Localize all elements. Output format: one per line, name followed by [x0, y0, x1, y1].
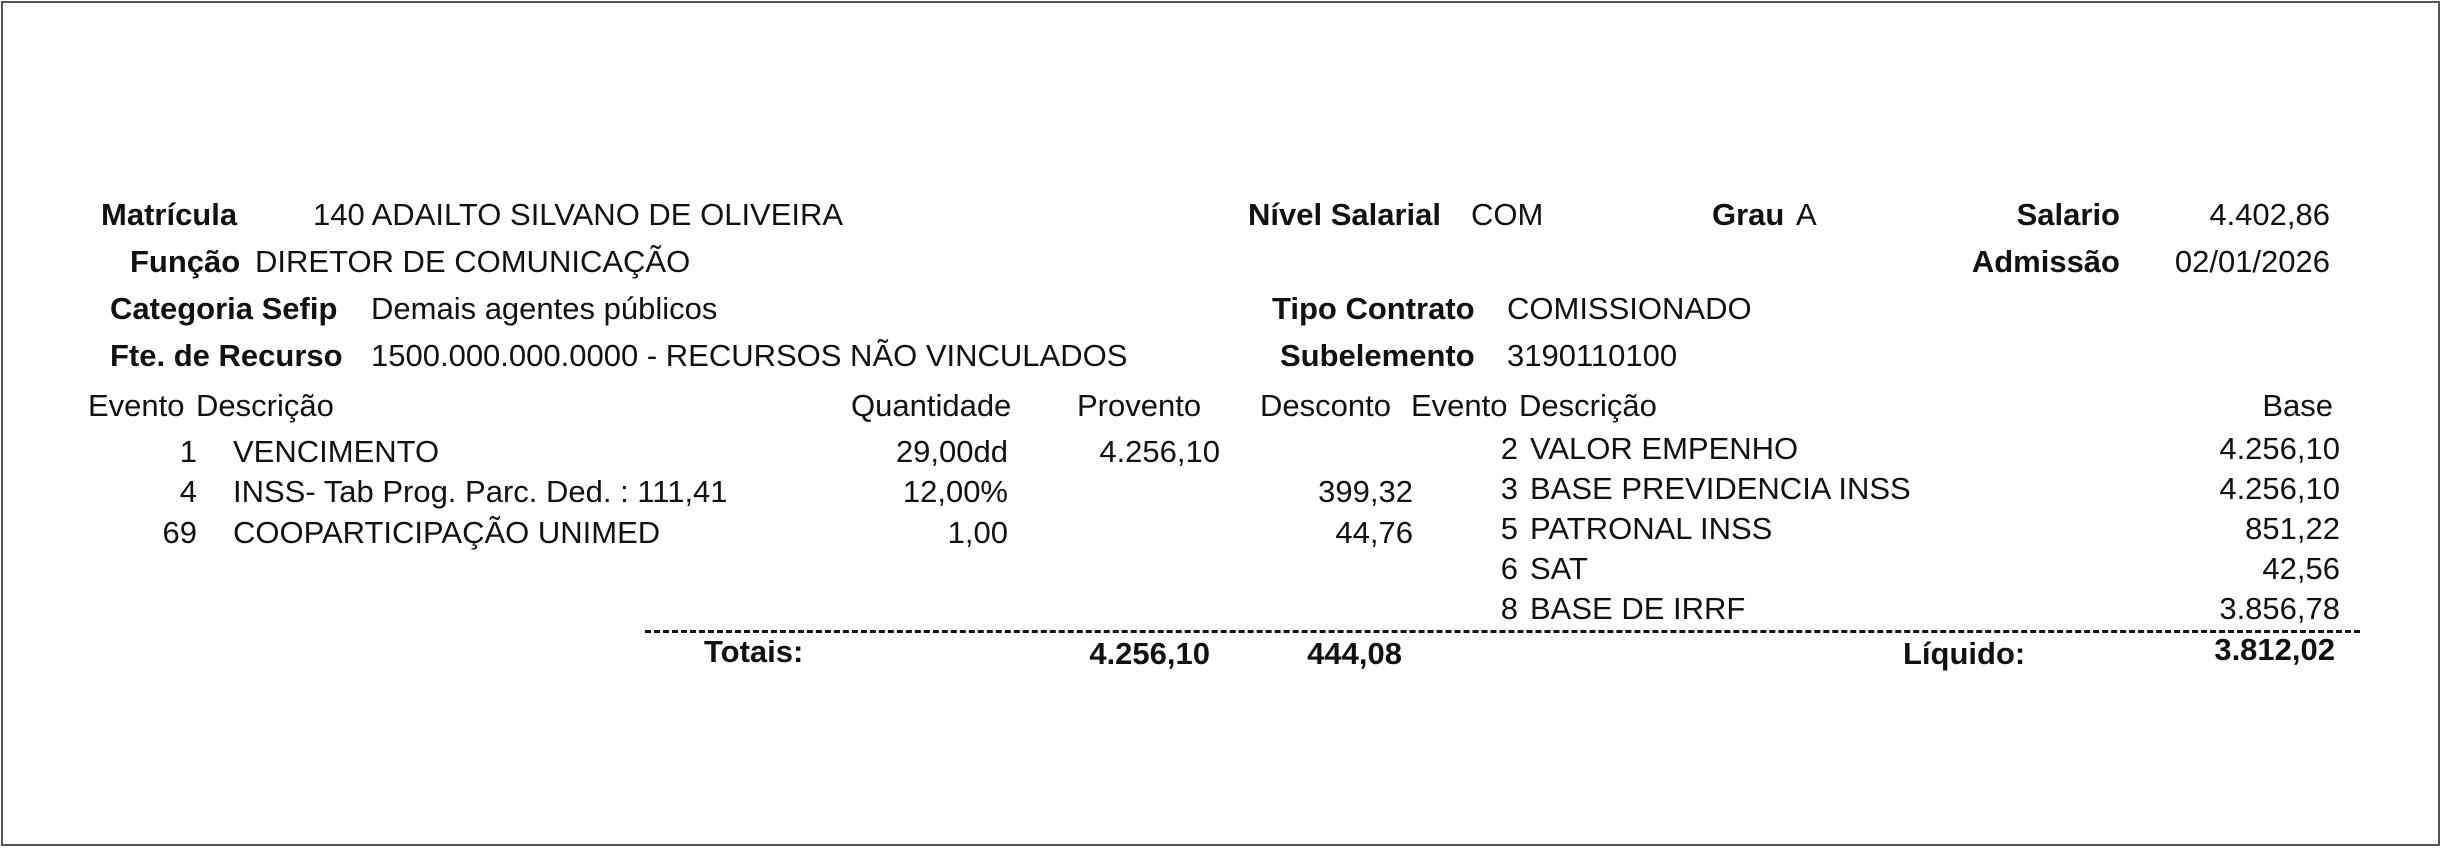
evento-quantidade: 1,00 [947, 515, 1008, 550]
total-provento: 4.256,10 [1089, 636, 1210, 671]
evento-quantidade: 12,00% [902, 474, 1008, 509]
evento-description: COOPARTICIPAÇÃO UNIMED [233, 515, 661, 550]
matricula-label: Matrícula [101, 197, 238, 232]
base-value: 42,56 [2262, 551, 2340, 586]
grau-value: A [1796, 197, 1817, 232]
admissao-value: 02/01/2026 [2174, 244, 2330, 279]
base-description: SAT [1530, 551, 1588, 586]
nivel-salarial-label: Nível Salarial [1248, 197, 1442, 232]
evento-code: 1 [179, 434, 197, 469]
totals-divider [645, 630, 2360, 633]
evento-desconto: 399,32 [1318, 474, 1413, 509]
totais-label: Totais: [704, 634, 804, 669]
col-provento: Provento [1077, 388, 1202, 423]
col-desconto: Desconto [1260, 388, 1391, 423]
document-frame [1, 1, 2440, 846]
salario-label: Salario [2016, 197, 2120, 232]
col-descricao: Descrição [196, 388, 334, 423]
base-value: 4.256,10 [2219, 431, 2340, 466]
evento-description: VENCIMENTO [233, 434, 440, 469]
col-evento-base: Evento [1411, 388, 1508, 423]
base-description: BASE PREVIDENCIA INSS [1530, 471, 1911, 506]
categoria-sefip-value: Demais agentes públicos [371, 291, 718, 326]
categoria-sefip-label: Categoria Sefip [110, 291, 338, 326]
subelemento-value: 3190110100 [1507, 338, 1678, 373]
matricula-value: 140 ADAILTO SILVANO DE OLIVEIRA [313, 197, 844, 232]
nivel-salarial-value: COM [1471, 197, 1544, 232]
base-description: VALOR EMPENHO [1530, 431, 1799, 466]
fonte-recurso-value: 1500.000.000.0000 - RECURSOS NÃO VINCULADOS [371, 338, 1128, 373]
base-description: PATRONAL INSS [1530, 511, 1773, 546]
evento-desconto: 44,76 [1335, 515, 1413, 550]
subelemento-label: Subelemento [1280, 338, 1475, 373]
liquido-value: 3.812,02 [2214, 632, 2335, 667]
total-desconto: 444,08 [1307, 636, 1402, 671]
evento-provento: 4.256,10 [1099, 434, 1220, 469]
col-evento: Evento [88, 388, 185, 423]
evento-quantidade: 29,00dd [895, 434, 1008, 469]
evento-code: 69 [162, 515, 197, 550]
fonte-recurso-label: Fte. de Recurso [110, 338, 343, 373]
base-code: 5 [1500, 511, 1518, 546]
col-descricao-base: Descrição [1519, 388, 1657, 423]
base-value: 4.256,10 [2219, 471, 2340, 506]
base-code: 2 [1500, 431, 1518, 466]
salario-value: 4.402,86 [2209, 197, 2330, 232]
base-code: 6 [1500, 551, 1518, 586]
evento-description: INSS- Tab Prog. Parc. Ded. : 111,41 [233, 474, 728, 509]
base-value: 3.856,78 [2219, 591, 2340, 626]
base-code: 8 [1500, 591, 1518, 626]
base-description: BASE DE IRRF [1530, 591, 1746, 626]
tipo-contrato-value: COMISSIONADO [1507, 291, 1752, 326]
funcao-value: DIRETOR DE COMUNICAÇÃO [255, 244, 691, 279]
base-code: 3 [1500, 471, 1518, 506]
tipo-contrato-label: Tipo Contrato [1272, 291, 1475, 326]
funcao-label: Função [130, 244, 241, 279]
liquido-label: Líquido: [1903, 636, 2026, 671]
base-value: 851,22 [2245, 511, 2340, 546]
col-base: Base [2262, 388, 2333, 423]
col-quantidade: Quantidade [851, 388, 1012, 423]
admissao-label: Admissão [1971, 244, 2120, 279]
grau-label: Grau [1712, 197, 1785, 232]
evento-code: 4 [179, 474, 197, 509]
